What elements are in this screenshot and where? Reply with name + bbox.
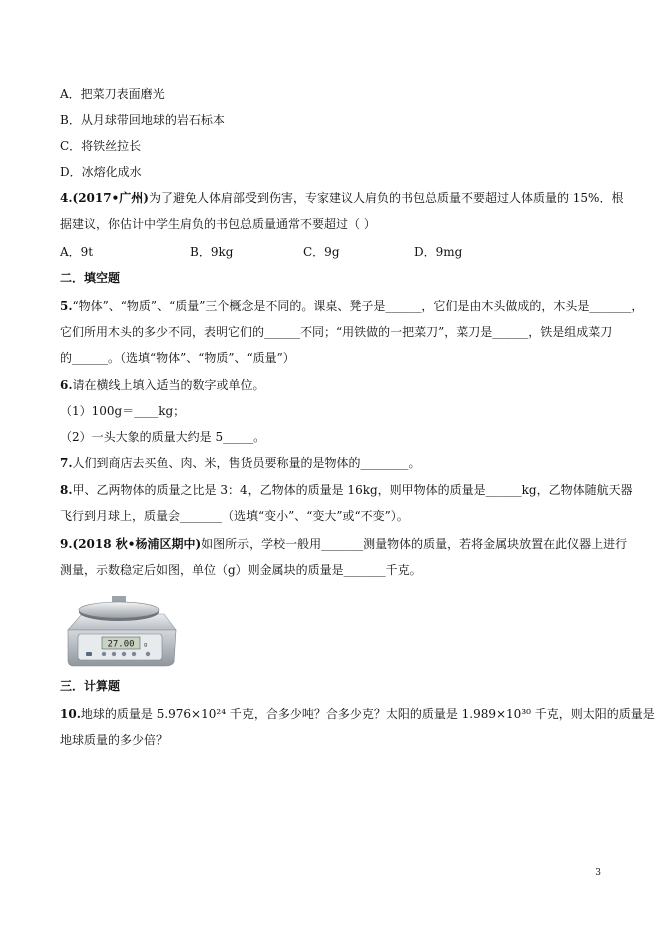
q4-line1	[60, 190, 623, 206]
q10-number: 10.	[60, 707, 81, 721]
balance-button-2	[102, 652, 106, 656]
balance-readout: 27.00	[107, 639, 135, 650]
q6-part2: （2）一头大象的质量大约是 5_____。	[60, 430, 266, 444]
q6-stem	[60, 377, 265, 393]
q4-option-a: A．9t	[60, 245, 94, 259]
q8-text-1: 甲、乙两物体的质量之比是 3：4，乙物体的质量是 16kg，则甲物体的质量是______kg，乙物体随航天器	[72, 483, 633, 497]
q4-option-b: B．9kg	[190, 245, 234, 259]
q9-line1	[60, 536, 627, 552]
q7-text: 人们到商店去买鱼、肉、米，售货员要称量的是物体的________。	[72, 456, 421, 470]
q9-source: (2018 秋•杨浦区期中)	[72, 537, 202, 551]
q4-number: 4.	[60, 191, 73, 205]
q5-line3: 的______。（选填“物体”、“物质”、“质量”）	[60, 351, 295, 365]
q5-number: 5.	[60, 299, 73, 313]
q4-text-1: 为了避免人体肩部受到伤害，专家建议人肩负的书包总质量不要超过人体质量的 15%．根	[148, 191, 624, 205]
balance-button-3	[112, 652, 116, 656]
q8-line2: 飞行到月球上，质量会_______（选填“变小”、“变大”或“不变”）。	[60, 509, 409, 523]
section-calc-title: 三．计算题	[60, 679, 121, 693]
q3-option-c: C．将铁丝拉长	[60, 139, 142, 153]
q10-text-1: 地球的质量是 5.976×10²⁴ 千克，合多少吨？合多少克？太阳的质量是 1.989×10³⁰ 千克，则太阳的质量是	[80, 707, 655, 721]
q10-line2: 地球质量的多少倍？	[60, 733, 169, 747]
q3-option-d: D．冰熔化成水	[60, 165, 142, 179]
q5-line1	[60, 298, 643, 314]
q9-number: 9.	[60, 537, 73, 551]
q8-line1	[60, 482, 633, 498]
q6-number: 6.	[60, 378, 73, 392]
q3-option-a: A．把菜刀表面磨光	[60, 87, 165, 101]
section-fill-in-title: 二．填空题	[60, 271, 121, 285]
balance-button-4	[122, 652, 126, 656]
q4-option-c: C．9g	[303, 245, 340, 259]
q7-number: 7.	[60, 456, 73, 470]
balance-button-1	[86, 652, 92, 656]
balance-button-6	[146, 652, 150, 656]
q6-stem-text: 请在横线上填入适当的数字或单位。	[72, 378, 265, 392]
electronic-balance-image	[60, 590, 178, 668]
q4-source: (2017•广州)	[72, 191, 149, 205]
q3-option-b: B．从月球带回地球的岩石标本	[60, 113, 225, 127]
q9-line2: 测量，示数稳定后如图，单位（g）则金属块的质量是_______千克。	[60, 563, 422, 577]
q8-number: 8.	[60, 483, 73, 497]
balance-unit-label: g	[144, 642, 148, 648]
page-number: 3	[595, 868, 601, 878]
q5-text-1: “物体”、“物质”、“质量”三个概念是不同的。课桌、凳子是______，它们是由木头做成的，木头是_______，	[72, 299, 644, 313]
balance-button-5	[132, 652, 136, 656]
q6-part1: （1）100g＝____kg；	[60, 404, 186, 418]
q10-line1	[60, 706, 655, 722]
q9-text-1: 如图所示，学校一般用_______测量物体的质量，若将金属块放置在此仪器上进行	[201, 537, 628, 551]
q5-line2: 它们所用木头的多少不同，表明它们的______不同；“用铁做的一把菜刀”，菜刀是______，铁是组成菜刀	[60, 325, 613, 339]
q4-option-d: D．9mg	[414, 245, 463, 259]
q7-stem	[60, 455, 421, 471]
q4-line2: 据建议，你估计中学生肩负的书包总质量通常不要超过（ ）	[60, 217, 376, 231]
